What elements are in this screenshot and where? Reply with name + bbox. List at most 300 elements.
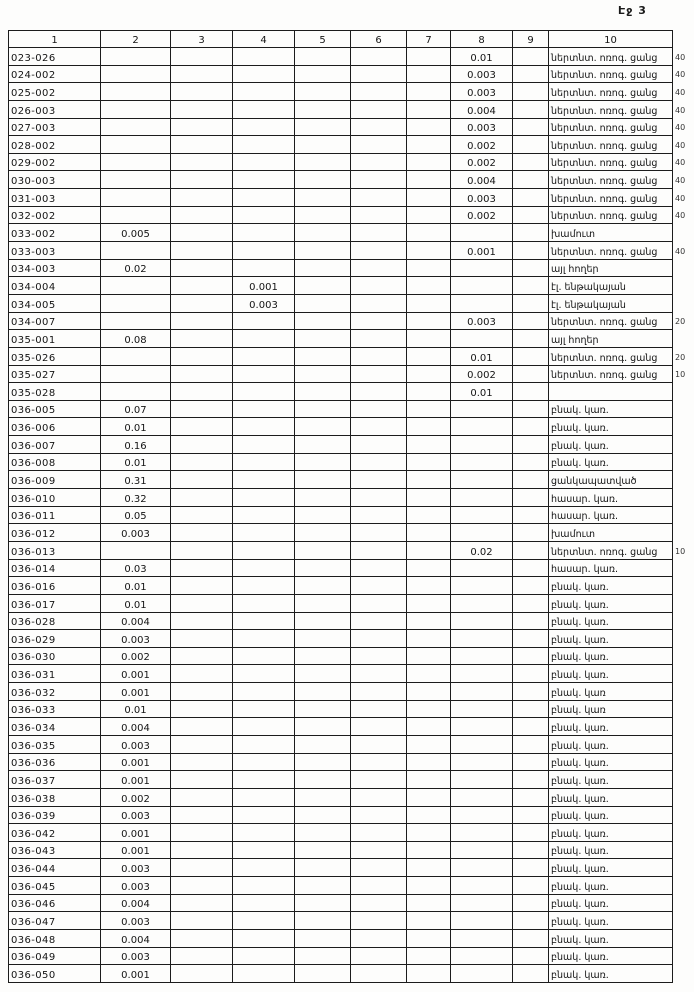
- cell-col7: [407, 753, 451, 771]
- margin-note: 20: [675, 317, 686, 327]
- margin-note: 40: [675, 52, 686, 62]
- cell-col5: [295, 541, 351, 559]
- cell-area-col2: [101, 365, 171, 383]
- cell-area-col8: [451, 771, 513, 789]
- cell-col9: [513, 83, 549, 101]
- cell-area-col2: 0.001: [101, 665, 171, 683]
- cell-area-col2: 0.003: [101, 735, 171, 753]
- cell-col7: [407, 365, 451, 383]
- cell-area-col8: 0.01: [451, 347, 513, 365]
- cell-col6: [351, 824, 407, 842]
- cell-col5: [295, 559, 351, 577]
- cell-area-col4: [233, 965, 295, 983]
- cell-parcel-code: 036-033: [9, 700, 101, 718]
- cell-parcel-code: 034-005: [9, 294, 101, 312]
- cell-col5: [295, 189, 351, 207]
- cell-area-col4: [233, 400, 295, 418]
- table-row: [9, 841, 673, 859]
- cell-parcel-code: 036-030: [9, 647, 101, 665]
- cell-col3: [171, 294, 233, 312]
- cell-area-col8: 0.004: [451, 100, 513, 118]
- cell-col5: [295, 930, 351, 948]
- cell-land-use: բնակ. կառ.: [549, 647, 673, 665]
- cell-col3: [171, 418, 233, 436]
- cell-land-use: ներտնտ. ոռոգ. ցանց 10: [549, 541, 673, 559]
- column-header: 9: [513, 31, 549, 48]
- cell-area-col4: [233, 524, 295, 542]
- column-header: 8: [451, 31, 513, 48]
- cell-parcel-code: 036-012: [9, 524, 101, 542]
- cell-col6: [351, 48, 407, 66]
- cell-col7: [407, 612, 451, 630]
- table-row: [9, 65, 673, 83]
- cell-land-use: ներտնտ. ոռոգ. ցանց 40: [549, 136, 673, 154]
- cell-col3: [171, 383, 233, 401]
- cell-col7: [407, 65, 451, 83]
- margin-note: 40: [675, 105, 686, 115]
- cell-col3: [171, 136, 233, 154]
- cell-col7: [407, 294, 451, 312]
- table-row: [9, 894, 673, 912]
- cell-area-col2: 0.001: [101, 965, 171, 983]
- cell-land-use: էլ. ենթակայան: [549, 294, 673, 312]
- table-row: [9, 294, 673, 312]
- cell-area-col4: [233, 48, 295, 66]
- cell-area-col8: [451, 277, 513, 295]
- cell-area-col2: 0.004: [101, 930, 171, 948]
- cell-area-col2: [101, 48, 171, 66]
- cell-col7: [407, 824, 451, 842]
- cell-col9: [513, 224, 549, 242]
- cell-area-col8: [451, 489, 513, 507]
- table-row: [9, 453, 673, 471]
- cell-col3: [171, 859, 233, 877]
- cell-col7: [407, 524, 451, 542]
- cell-land-use: ներտնտ. ոռոգ. ցանց 10: [549, 365, 673, 383]
- cell-col5: [295, 612, 351, 630]
- cell-col5: [295, 453, 351, 471]
- margin-note: 40: [675, 140, 686, 150]
- table-row: [9, 612, 673, 630]
- cell-col5: [295, 330, 351, 348]
- cell-parcel-code: 036-007: [9, 436, 101, 454]
- cell-land-use: խամուտ: [549, 224, 673, 242]
- cell-area-col4: [233, 577, 295, 595]
- cell-area-col4: [233, 383, 295, 401]
- cell-land-use: բնակ. կառ.: [549, 436, 673, 454]
- cell-col7: [407, 894, 451, 912]
- cell-col7: [407, 277, 451, 295]
- cell-area-col4: [233, 824, 295, 842]
- cell-col3: [171, 665, 233, 683]
- cell-area-col8: 0.01: [451, 383, 513, 401]
- cell-col6: [351, 647, 407, 665]
- cell-col5: [295, 700, 351, 718]
- cell-land-use: ներտնտ. ոռոգ. ցանց 40: [549, 206, 673, 224]
- cell-col9: [513, 947, 549, 965]
- table-row: [9, 859, 673, 877]
- cell-col6: [351, 947, 407, 965]
- cell-parcel-code: 036-047: [9, 912, 101, 930]
- cell-area-col2: 0.01: [101, 453, 171, 471]
- cell-parcel-code: 026-003: [9, 100, 101, 118]
- cell-col3: [171, 206, 233, 224]
- cell-col6: [351, 400, 407, 418]
- cell-parcel-code: 034-004: [9, 277, 101, 295]
- cell-land-use: բնակ. կառ.: [549, 612, 673, 630]
- cell-col5: [295, 806, 351, 824]
- cell-land-use: բնակ. կառ.: [549, 418, 673, 436]
- cell-area-col4: [233, 206, 295, 224]
- cell-area-col2: 0.01: [101, 700, 171, 718]
- cell-area-col4: [233, 930, 295, 948]
- column-header: 10: [549, 31, 673, 48]
- cell-col6: [351, 365, 407, 383]
- cell-col7: [407, 330, 451, 348]
- cell-parcel-code: 031-003: [9, 189, 101, 207]
- cell-area-col2: 0.001: [101, 841, 171, 859]
- cell-land-use: բնակ. կառ.: [549, 630, 673, 648]
- cell-col9: [513, 612, 549, 630]
- column-header: 2: [101, 31, 171, 48]
- cell-area-col8: 0.01: [451, 48, 513, 66]
- cell-area-col2: 0.001: [101, 753, 171, 771]
- cell-land-use: այլ հողեր: [549, 259, 673, 277]
- cell-area-col2: 0.32: [101, 489, 171, 507]
- cell-col5: [295, 647, 351, 665]
- cell-col6: [351, 83, 407, 101]
- margin-note: 40: [675, 193, 686, 203]
- cell-col6: [351, 436, 407, 454]
- table-row: [9, 824, 673, 842]
- cell-parcel-code: 036-010: [9, 489, 101, 507]
- cell-col3: [171, 947, 233, 965]
- cell-col5: [295, 965, 351, 983]
- cell-area-col8: [451, 965, 513, 983]
- cell-col3: [171, 788, 233, 806]
- cell-area-col8: [451, 612, 513, 630]
- cell-col9: [513, 753, 549, 771]
- table-row: [9, 206, 673, 224]
- cell-col9: [513, 136, 549, 154]
- cell-col7: [407, 771, 451, 789]
- cell-col5: [295, 630, 351, 648]
- cell-col5: [295, 824, 351, 842]
- cell-area-col2: 0.004: [101, 612, 171, 630]
- cell-col7: [407, 171, 451, 189]
- cell-col9: [513, 594, 549, 612]
- cell-col9: [513, 48, 549, 66]
- cell-area-col2: 0.02: [101, 259, 171, 277]
- cell-area-col8: [451, 912, 513, 930]
- cell-area-col2: [101, 83, 171, 101]
- cell-parcel-code: 036-028: [9, 612, 101, 630]
- cell-area-col4: [233, 841, 295, 859]
- cell-col6: [351, 894, 407, 912]
- table-row: [9, 541, 673, 559]
- cell-parcel-code: 036-034: [9, 718, 101, 736]
- table-row: [9, 347, 673, 365]
- table-row: [9, 83, 673, 101]
- cell-area-col4: [233, 506, 295, 524]
- cell-col3: [171, 841, 233, 859]
- cell-area-col8: [451, 930, 513, 948]
- cell-area-col4: [233, 771, 295, 789]
- cell-col5: [295, 171, 351, 189]
- cell-col7: [407, 489, 451, 507]
- cell-col5: [295, 83, 351, 101]
- cell-col6: [351, 665, 407, 683]
- cell-area-col8: [451, 683, 513, 701]
- cell-area-col8: 0.003: [451, 189, 513, 207]
- cell-area-col2: [101, 153, 171, 171]
- cell-col3: [171, 347, 233, 365]
- cell-col6: [351, 524, 407, 542]
- cell-land-use: բնակ. կառ: [549, 700, 673, 718]
- cell-parcel-code: 036-032: [9, 683, 101, 701]
- cell-col7: [407, 100, 451, 118]
- cell-land-use: բնակ. կառ.: [549, 859, 673, 877]
- cell-parcel-code: 036-005: [9, 400, 101, 418]
- table-row: [9, 559, 673, 577]
- table-row: [9, 771, 673, 789]
- cell-area-col4: 0.003: [233, 294, 295, 312]
- table-row: [9, 489, 673, 507]
- cell-col9: [513, 436, 549, 454]
- cell-col6: [351, 788, 407, 806]
- cell-area-col8: [451, 647, 513, 665]
- table-header-row: [9, 31, 673, 48]
- cell-col9: [513, 841, 549, 859]
- cell-land-use: ներտնտ. ոռոգ. ցանց 40: [549, 242, 673, 260]
- cell-col7: [407, 859, 451, 877]
- cell-col5: [295, 312, 351, 330]
- cell-col3: [171, 48, 233, 66]
- cell-col9: [513, 383, 549, 401]
- cell-col6: [351, 489, 407, 507]
- cell-area-col2: 0.003: [101, 630, 171, 648]
- cell-area-col4: [233, 136, 295, 154]
- cell-col9: [513, 365, 549, 383]
- cell-col3: [171, 436, 233, 454]
- cell-area-col8: [451, 753, 513, 771]
- cell-parcel-code: 036-049: [9, 947, 101, 965]
- table-row: [9, 436, 673, 454]
- cell-col7: [407, 153, 451, 171]
- cell-col9: [513, 859, 549, 877]
- cell-col6: [351, 153, 407, 171]
- cell-col9: [513, 471, 549, 489]
- cell-col9: [513, 418, 549, 436]
- cell-col5: [295, 665, 351, 683]
- cell-land-use: բնակ. կառ.: [549, 806, 673, 824]
- cell-col7: [407, 577, 451, 595]
- cell-col5: [295, 577, 351, 595]
- cell-parcel-code: 030-003: [9, 171, 101, 189]
- cell-col5: [295, 912, 351, 930]
- cell-land-use: խամուտ: [549, 524, 673, 542]
- table-row: [9, 947, 673, 965]
- cell-land-use: բնակ. կառ.: [549, 453, 673, 471]
- cell-land-use: ներտնտ. ոռոգ. ցանց 20: [549, 312, 673, 330]
- cell-col5: [295, 471, 351, 489]
- cell-area-col4: [233, 541, 295, 559]
- cell-area-col2: 0.003: [101, 859, 171, 877]
- cell-area-col4: [233, 788, 295, 806]
- cell-area-col4: [233, 612, 295, 630]
- table-row: [9, 930, 673, 948]
- cell-col6: [351, 559, 407, 577]
- cell-col9: [513, 965, 549, 983]
- cell-col5: [295, 118, 351, 136]
- cell-area-col4: [233, 683, 295, 701]
- cell-area-col2: 0.002: [101, 788, 171, 806]
- cell-land-use: բնակ. կառ.: [549, 930, 673, 948]
- cell-parcel-code: 036-044: [9, 859, 101, 877]
- cell-col3: [171, 118, 233, 136]
- cell-area-col4: [233, 647, 295, 665]
- cell-col5: [295, 788, 351, 806]
- margin-note: 40: [675, 87, 686, 97]
- cell-parcel-code: 024-002: [9, 65, 101, 83]
- cell-col6: [351, 683, 407, 701]
- cell-col9: [513, 718, 549, 736]
- cell-col3: [171, 189, 233, 207]
- cell-area-col8: 0.002: [451, 153, 513, 171]
- cell-land-use: բնակ. կառ.: [549, 771, 673, 789]
- cell-col7: [407, 647, 451, 665]
- table-row: [9, 524, 673, 542]
- table-row: [9, 418, 673, 436]
- cell-area-col4: [233, 665, 295, 683]
- cell-area-col2: 0.31: [101, 471, 171, 489]
- cell-area-col8: [451, 400, 513, 418]
- table-row: [9, 506, 673, 524]
- cell-col5: [295, 242, 351, 260]
- cell-col5: [295, 206, 351, 224]
- table-row: [9, 400, 673, 418]
- cell-col7: [407, 259, 451, 277]
- cell-col9: [513, 541, 549, 559]
- margin-note: 40: [675, 123, 686, 133]
- cell-col7: [407, 700, 451, 718]
- cell-col3: [171, 471, 233, 489]
- cell-area-col8: [451, 665, 513, 683]
- cell-col7: [407, 559, 451, 577]
- cell-parcel-code: 034-007: [9, 312, 101, 330]
- cell-area-col4: [233, 436, 295, 454]
- cell-land-use: ներտնտ. ոռոգ. ցանց 20: [549, 347, 673, 365]
- cell-col6: [351, 418, 407, 436]
- cell-area-col8: [451, 594, 513, 612]
- margin-note: 10: [675, 370, 686, 380]
- cell-col5: [295, 65, 351, 83]
- cell-col7: [407, 665, 451, 683]
- cell-area-col2: [101, 277, 171, 295]
- cell-col7: [407, 206, 451, 224]
- cell-area-col8: [451, 259, 513, 277]
- cell-parcel-code: 032-002: [9, 206, 101, 224]
- cell-col3: [171, 806, 233, 824]
- cell-col3: [171, 700, 233, 718]
- cell-col7: [407, 312, 451, 330]
- cell-col6: [351, 965, 407, 983]
- cell-col9: [513, 647, 549, 665]
- cell-area-col2: 0.08: [101, 330, 171, 348]
- cell-col7: [407, 418, 451, 436]
- cell-area-col2: [101, 347, 171, 365]
- cell-area-col8: [451, 330, 513, 348]
- cell-area-col2: 0.001: [101, 824, 171, 842]
- cell-area-col2: 0.01: [101, 418, 171, 436]
- cell-parcel-code: 036-017: [9, 594, 101, 612]
- cell-parcel-code: 025-002: [9, 83, 101, 101]
- cell-col6: [351, 771, 407, 789]
- cell-col7: [407, 436, 451, 454]
- cell-land-use: բնակ. կառ.: [549, 577, 673, 595]
- cell-col9: [513, 912, 549, 930]
- cell-col9: [513, 824, 549, 842]
- table-row: [9, 153, 673, 171]
- cell-area-col4: [233, 806, 295, 824]
- cell-col3: [171, 718, 233, 736]
- cell-parcel-code: 035-001: [9, 330, 101, 348]
- cell-parcel-code: 033-003: [9, 242, 101, 260]
- cell-area-col4: [233, 100, 295, 118]
- cell-col5: [295, 153, 351, 171]
- cell-parcel-code: 036-031: [9, 665, 101, 683]
- cell-parcel-code: 036-011: [9, 506, 101, 524]
- column-header: 3: [171, 31, 233, 48]
- cell-col3: [171, 735, 233, 753]
- cell-land-use: բնակ. կառ.: [549, 947, 673, 965]
- cell-land-use: ներտնտ. ոռոգ. ցանց 40: [549, 100, 673, 118]
- cell-col6: [351, 718, 407, 736]
- cell-area-col2: [101, 383, 171, 401]
- cell-parcel-code: 036-029: [9, 630, 101, 648]
- table-row: [9, 242, 673, 260]
- cell-col7: [407, 347, 451, 365]
- margin-note: 40: [675, 70, 686, 80]
- cell-col3: [171, 824, 233, 842]
- cell-col6: [351, 506, 407, 524]
- cell-col9: [513, 118, 549, 136]
- cell-area-col8: 0.003: [451, 83, 513, 101]
- cell-area-col8: 0.003: [451, 118, 513, 136]
- cell-land-use: ցանկապատված: [549, 471, 673, 489]
- cell-area-col8: [451, 471, 513, 489]
- cell-col7: [407, 224, 451, 242]
- cell-parcel-code: 028-002: [9, 136, 101, 154]
- cell-col5: [295, 771, 351, 789]
- cell-col9: [513, 189, 549, 207]
- cell-col6: [351, 735, 407, 753]
- cell-area-col4: [233, 242, 295, 260]
- cell-col7: [407, 48, 451, 66]
- cell-area-col4: 0.001: [233, 277, 295, 295]
- data-table: [8, 30, 686, 983]
- cell-col3: [171, 242, 233, 260]
- cell-col6: [351, 841, 407, 859]
- cell-col3: [171, 365, 233, 383]
- cell-area-col2: 0.003: [101, 912, 171, 930]
- cell-parcel-code: 035-026: [9, 347, 101, 365]
- cell-col7: [407, 930, 451, 948]
- cell-land-use: այլ հողեր: [549, 330, 673, 348]
- cell-area-col2: 0.005: [101, 224, 171, 242]
- cell-col7: [407, 83, 451, 101]
- cell-col7: [407, 841, 451, 859]
